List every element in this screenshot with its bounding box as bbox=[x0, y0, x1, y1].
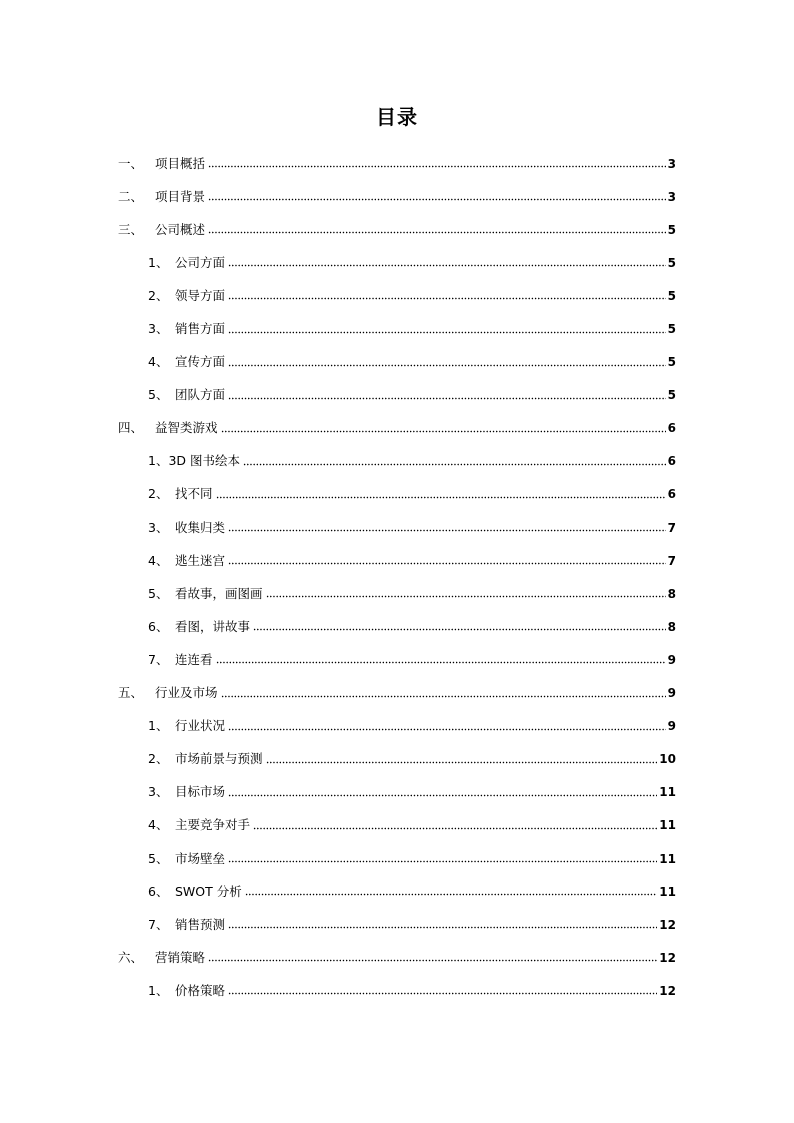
dot-leader bbox=[221, 427, 666, 435]
toc-entry-number: 7、 bbox=[148, 916, 169, 932]
toc-entry-label: 逃生迷宫 bbox=[175, 552, 226, 568]
toc-entry-number: 3、 bbox=[148, 321, 169, 337]
dot-leader bbox=[266, 593, 666, 601]
toc-entry-label: 看故事，画图画 bbox=[175, 585, 263, 601]
toc-entry-label: 3D 图书绘本 bbox=[168, 453, 241, 469]
toc-entry-page-number: 11 bbox=[659, 851, 676, 866]
toc-entry-number: 1、 bbox=[148, 254, 169, 270]
toc-entry-number: 二、 bbox=[118, 188, 144, 204]
toc-entry-label: 营销策略 bbox=[155, 949, 206, 965]
toc-entry-number: 7、 bbox=[148, 651, 169, 667]
toc-entry-page-number: 6 bbox=[667, 454, 676, 469]
toc-entry[interactable] bbox=[118, 246, 676, 279]
toc-entry[interactable] bbox=[118, 544, 676, 577]
toc-entry[interactable] bbox=[118, 908, 676, 941]
toc-entry-label: 项目背景 bbox=[155, 188, 206, 204]
toc-entry[interactable] bbox=[118, 875, 676, 908]
toc-entry[interactable] bbox=[118, 677, 676, 710]
toc-entry-page-number: 5 bbox=[667, 355, 676, 370]
toc-entry-page-number: 10 bbox=[659, 752, 676, 767]
toc-entry-page-number: 9 bbox=[667, 652, 676, 667]
toc-entry-number: 5、 bbox=[148, 387, 169, 403]
toc-entry-label: 公司方面 bbox=[175, 254, 226, 270]
toc-entry-label: SWOT 分析 bbox=[175, 883, 242, 899]
toc-entry-page-number: 6 bbox=[667, 421, 676, 436]
dot-leader bbox=[216, 659, 666, 667]
toc-entry[interactable] bbox=[118, 941, 676, 974]
toc-entry-label: 市场壁垒 bbox=[175, 850, 226, 866]
toc-entry-label: 行业及市场 bbox=[155, 685, 218, 701]
toc-entry-number: 一、 bbox=[118, 155, 144, 171]
dot-leader bbox=[228, 295, 666, 303]
toc-entry-page-number: 5 bbox=[667, 388, 676, 403]
toc-entry-number: 3、 bbox=[148, 519, 169, 535]
toc-entry-number: 3、 bbox=[148, 784, 169, 800]
dot-leader bbox=[266, 758, 658, 766]
dot-leader bbox=[228, 361, 666, 369]
toc-entry-label: 公司概述 bbox=[155, 221, 206, 237]
toc-entry-number: 2、 bbox=[148, 486, 169, 502]
dot-leader bbox=[208, 163, 666, 171]
toc-entry[interactable] bbox=[118, 147, 676, 180]
toc-entry-number: 1、 bbox=[148, 453, 169, 469]
toc-entry-number: 六、 bbox=[118, 949, 144, 965]
toc-entry-page-number: 12 bbox=[659, 950, 676, 965]
toc-entry-number: 6、 bbox=[148, 618, 169, 634]
toc-entry-number: 4、 bbox=[148, 552, 169, 568]
toc-entry[interactable] bbox=[118, 511, 676, 544]
toc-entry-page-number: 8 bbox=[667, 619, 676, 634]
toc-entry[interactable] bbox=[118, 974, 676, 1007]
dot-leader bbox=[228, 394, 666, 402]
toc-entry[interactable] bbox=[118, 577, 676, 610]
toc-entry-number: 1、 bbox=[148, 718, 169, 734]
toc-entry-page-number: 7 bbox=[667, 520, 676, 535]
toc-entry-page-number: 11 bbox=[659, 818, 676, 833]
dot-leader bbox=[208, 229, 666, 237]
toc-entry[interactable] bbox=[118, 610, 676, 643]
dot-leader bbox=[243, 460, 666, 468]
toc-entry-page-number: 6 bbox=[667, 487, 676, 502]
toc-entry[interactable] bbox=[118, 809, 676, 842]
toc-entry-label: 连连看 bbox=[175, 651, 213, 667]
dot-leader bbox=[228, 262, 666, 270]
toc-entry-page-number: 11 bbox=[659, 785, 676, 800]
toc-entry-number: 4、 bbox=[148, 817, 169, 833]
toc-entry-label: 益智类游戏 bbox=[155, 420, 218, 436]
toc-entry-page-number: 12 bbox=[659, 983, 676, 998]
dot-leader bbox=[228, 858, 657, 866]
dot-leader bbox=[228, 725, 666, 733]
toc-entry-number: 6、 bbox=[148, 883, 169, 899]
toc-entry[interactable] bbox=[118, 346, 676, 379]
toc-entry-page-number: 5 bbox=[667, 255, 676, 270]
toc-entry-number: 1、 bbox=[148, 982, 169, 998]
toc-entry-page-number: 5 bbox=[667, 222, 676, 237]
toc-entry[interactable] bbox=[118, 842, 676, 875]
toc-entry-label: 销售预测 bbox=[175, 916, 226, 932]
toc-entry[interactable] bbox=[118, 445, 676, 478]
toc-entry-label: 领导方面 bbox=[175, 287, 226, 303]
toc-entry[interactable] bbox=[118, 478, 676, 511]
toc-entry-page-number: 3 bbox=[667, 189, 676, 204]
dot-leader bbox=[228, 791, 657, 799]
toc-entry-number: 5、 bbox=[148, 585, 169, 601]
toc-entry-label: 销售方面 bbox=[175, 321, 226, 337]
dot-leader bbox=[228, 560, 666, 568]
dot-leader bbox=[253, 824, 657, 832]
toc-entry[interactable] bbox=[118, 743, 676, 776]
toc-entry-page-number: 5 bbox=[667, 322, 676, 337]
toc-entry-page-number: 9 bbox=[667, 719, 676, 734]
toc-entry-label: 行业状况 bbox=[175, 718, 226, 734]
dot-leader bbox=[221, 692, 666, 700]
toc-entry[interactable] bbox=[118, 279, 676, 312]
toc-entry[interactable] bbox=[118, 180, 676, 213]
toc-entry-label: 看图，讲故事 bbox=[175, 618, 251, 634]
toc-entry-page-number: 9 bbox=[667, 686, 676, 701]
toc-entry-label: 目标市场 bbox=[175, 784, 226, 800]
toc-entry-number: 2、 bbox=[148, 751, 169, 767]
toc-entry-number: 4、 bbox=[148, 354, 169, 370]
toc-entry-label: 团队方面 bbox=[175, 387, 226, 403]
toc-entry-page-number: 12 bbox=[659, 917, 676, 932]
dot-leader bbox=[228, 924, 657, 932]
toc-entry-page-number: 3 bbox=[667, 156, 676, 171]
toc-entry-label: 收集归类 bbox=[175, 519, 226, 535]
toc-entry-label: 宣传方面 bbox=[175, 354, 226, 370]
dot-leader bbox=[228, 328, 666, 336]
toc-entry-label: 找不同 bbox=[175, 486, 213, 502]
toc-entry-label: 价格策略 bbox=[175, 982, 226, 998]
toc-entry-label: 项目概括 bbox=[155, 155, 206, 171]
toc-title: 目录 bbox=[376, 105, 418, 129]
toc-entry-number: 五、 bbox=[118, 685, 144, 701]
toc-entry[interactable] bbox=[118, 776, 676, 809]
toc-entry-number: 2、 bbox=[148, 287, 169, 303]
toc-entry-number: 三、 bbox=[118, 221, 144, 237]
toc-entry-number: 5、 bbox=[148, 850, 169, 866]
dot-leader bbox=[245, 891, 658, 899]
dot-leader bbox=[216, 493, 666, 501]
dot-leader bbox=[253, 626, 666, 634]
dot-leader bbox=[228, 990, 657, 998]
toc-entry[interactable] bbox=[118, 643, 676, 676]
table-of-contents bbox=[118, 147, 676, 1007]
dot-leader bbox=[208, 957, 657, 965]
toc-entry[interactable] bbox=[118, 379, 676, 412]
toc-entry-page-number: 7 bbox=[667, 553, 676, 568]
toc-entry[interactable] bbox=[118, 312, 676, 345]
toc-entry[interactable] bbox=[118, 710, 676, 743]
toc-entry-number: 四、 bbox=[118, 420, 144, 436]
toc-entry-page-number: 8 bbox=[667, 586, 676, 601]
dot-leader bbox=[208, 196, 666, 204]
toc-entry[interactable] bbox=[118, 213, 676, 246]
toc-entry-label: 市场前景与预测 bbox=[175, 751, 263, 767]
toc-entry-page-number: 5 bbox=[667, 288, 676, 303]
dot-leader bbox=[228, 527, 666, 535]
toc-entry-page-number: 11 bbox=[659, 884, 676, 899]
toc-entry-label: 主要竞争对手 bbox=[175, 817, 251, 833]
toc-entry[interactable] bbox=[118, 412, 676, 445]
